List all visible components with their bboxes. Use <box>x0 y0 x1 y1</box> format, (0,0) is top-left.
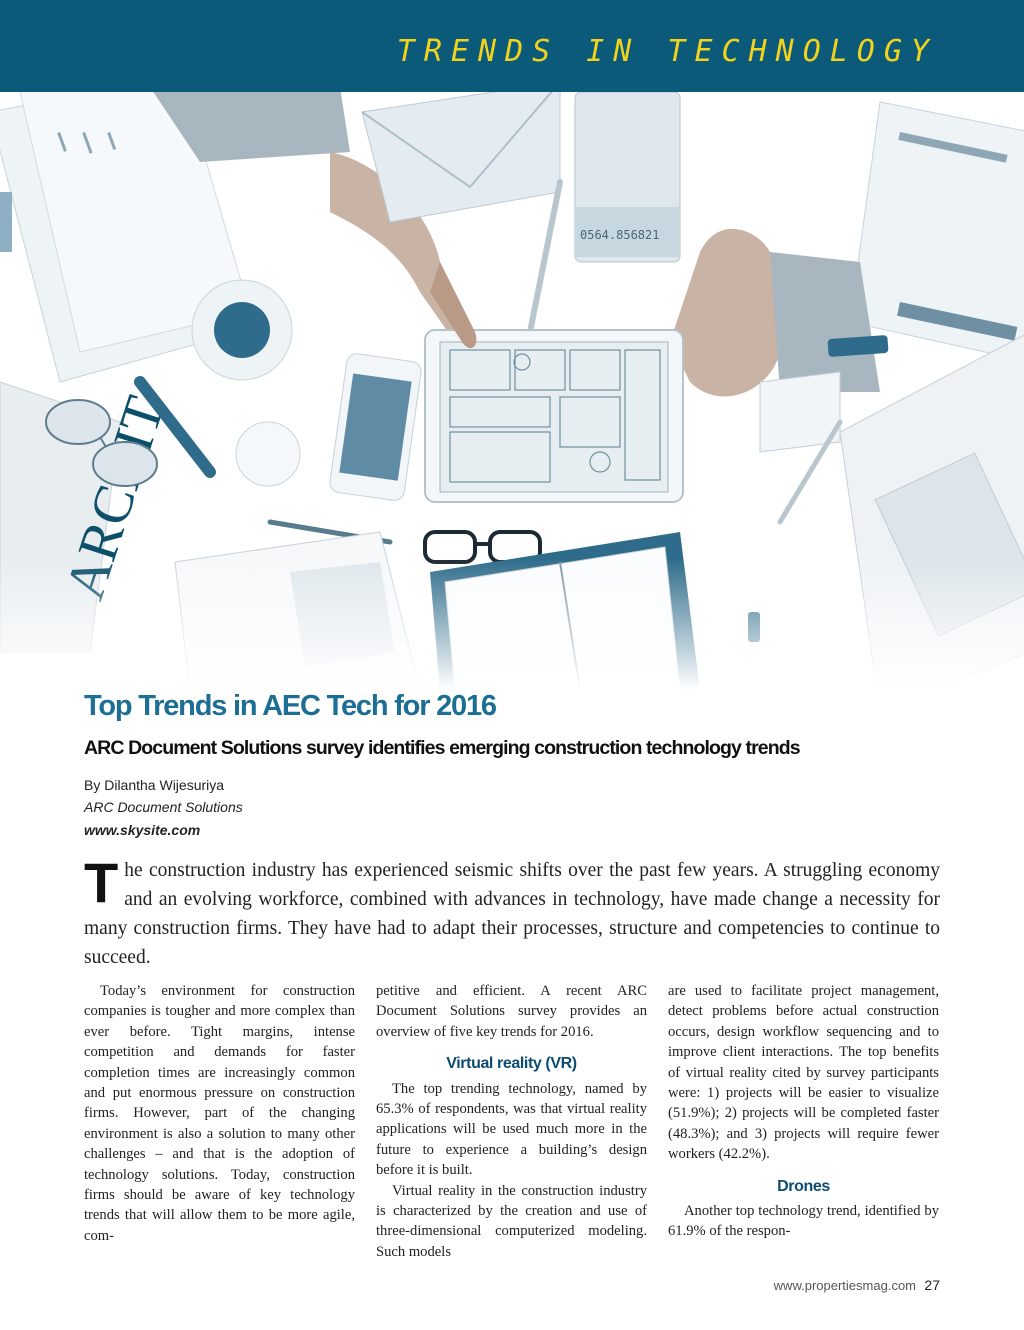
footer-url[interactable]: www.propertiesmag.com <box>773 1278 916 1293</box>
page-number: 27 <box>924 1277 940 1293</box>
body-paragraph: The top trending technology, named by 65.3% of respondents, was that virtual reality applications will be used much more in the future to experience a building’s design before it is built. <box>376 1080 647 1179</box>
body-paragraph: are used to facilitate project management, detect problems before actual construction occurs, design workflow sequencing and to improve client interactions. The top benefits of virtual reality cited by survey participants were: 1) projects will be easier to visualize (51.9%); 2) projects will be completed faster (48.3%); and 3) projects will require fewer workers (42.2%). <box>668 983 939 1163</box>
lead-paragraph <box>84 851 940 972</box>
body-paragraph: Virtual reality in the construction industry is characterized by the creation and use of three-dimensional computerized modeling. Such models <box>376 1182 647 1260</box>
column-1 <box>84 981 355 1246</box>
section-heading-vr: Virtual reality (VR) <box>446 1055 577 1073</box>
section-heading-drones: Drones <box>777 1177 830 1195</box>
column-2 <box>376 981 647 1262</box>
author-website[interactable]: www.skysite.com <box>84 822 201 838</box>
body-paragraph: Today’s environment for construction companies is tougher and more complex than ever before. Tight margins, intense competition and demands for faster completion times are increasingly common and put enormous pressure on construction firms. However, part of the changing environment is also a solution to many other challenges – and that is the adoption of technology solutions. Today, construction firms should be aware of key technology trends that will allow them to be more agile, com- <box>84 983 355 1244</box>
body-paragraph: Another top technology trend, identified by 61.9% of the respon- <box>668 1203 939 1240</box>
byline: By Dilantha Wijesuriya <box>84 777 225 793</box>
hero-image <box>0 92 1024 690</box>
drop-cap: T <box>84 851 119 914</box>
author-affiliation: ARC Document Solutions <box>84 799 243 815</box>
article-subtitle: ARC Document Solutions survey identifies emerging construction technology trends <box>84 737 800 759</box>
lead-text: he construction industry has experienced seismic shifts over the past few years. A struggling economy and an evolving workforce, combined with advances in technology, have made change a necessity for many construction firms. They have had to adapt their processes, structure and competencies to continue to succeed. <box>84 860 940 968</box>
section-title: TRENDS IN TECHNOLOGY <box>396 34 938 69</box>
article-title: Top Trends in AEC Tech for 2016 <box>84 690 496 722</box>
column-3 <box>668 981 939 1242</box>
body-paragraph: petitive and efficient. A recent ARC Document Solutions survey provides an overview of five key trends for 2016. <box>376 983 647 1040</box>
section-banner <box>0 0 1024 92</box>
